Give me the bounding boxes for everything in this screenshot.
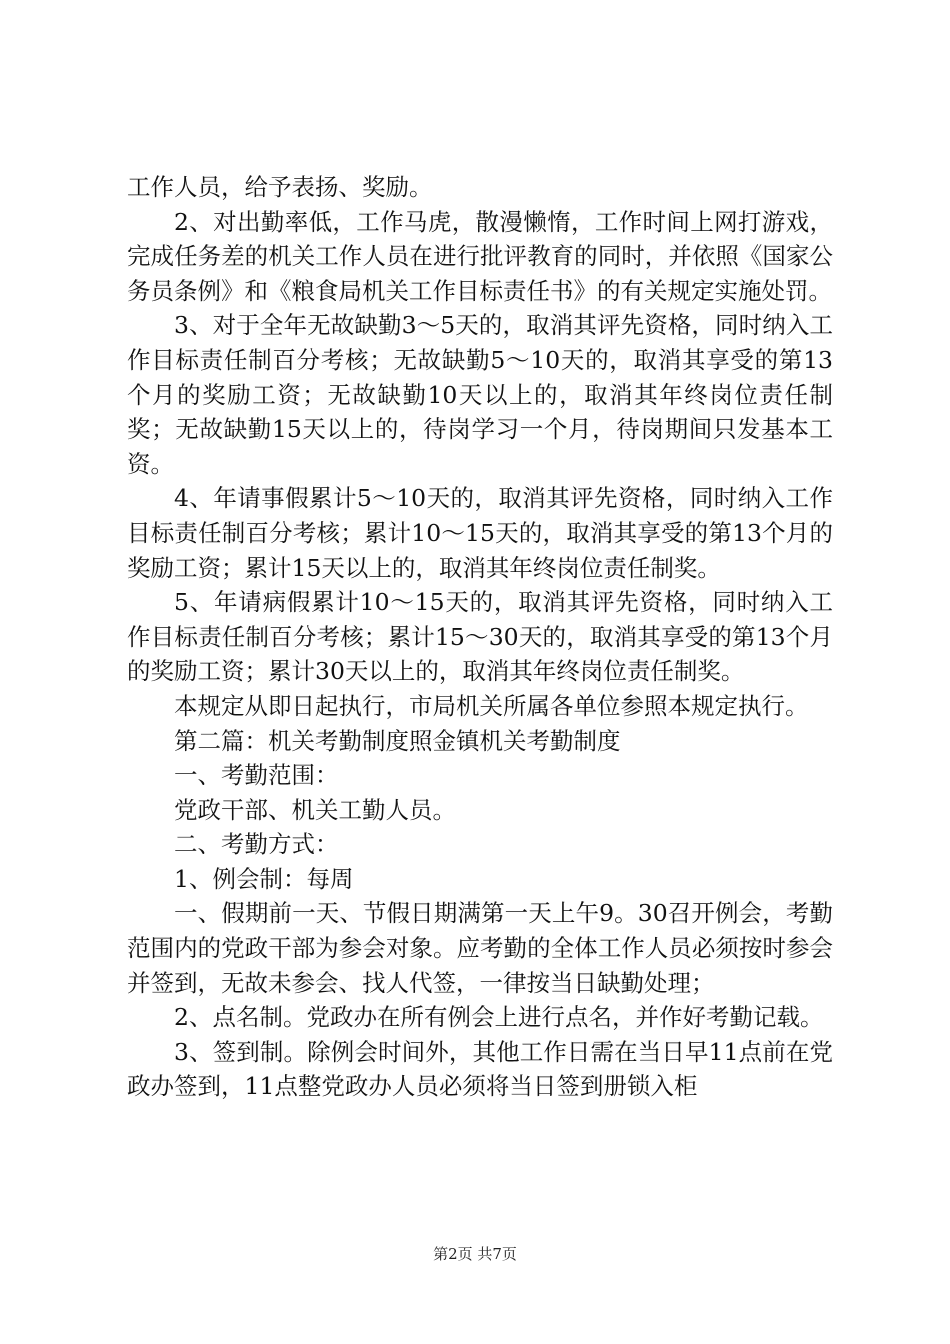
paragraph-continuation: 工作人员，给予表扬、奖励。 [127, 173, 433, 201]
document-body [127, 170, 833, 1104]
paragraph-roll-call: 2、点名制。党政办在所有例会上进行点名，并作好考勤记载。 [174, 1003, 824, 1032]
paragraph-item-4: 4、年请事假累计5～10天的，取消其评先资格，同时纳入工作目标责任制百分考核；累计10～15天的，取消其享受的第13个月的奖励工资；累计15天以上的，取消其年终岗位责任制奖。 [127, 484, 833, 582]
paragraph-meeting-detail: 一、假期前一天、节假日期满第一天上午9。30召开例会，考勤范围内的党政干部为参会对象。应考勤的全体工作人员必须按时参会并签到，无故未参会、找人代签，一律按当日缺勤处理； [127, 899, 833, 997]
heading-scope: 一、考勤范围： [174, 761, 339, 790]
page-number-label: 第2页 共7页 [433, 1245, 517, 1263]
paragraph-effective-date: 本规定从即日起执行，市局机关所属各单位参照本规定执行。 [174, 691, 809, 720]
paragraph-sign-in: 3、签到制。除例会时间外，其他工作日需在当日早11点前在党政办签到，11点整党政办人员必须将当日签到册锁入柜 [127, 1037, 833, 1101]
paragraph-item-2: 2、对出勤率低，工作马虎，散漫懒惰，工作时间上网打游戏，完成任务差的机关工作人员在进行批评教育的同时，并依照《国家公务员条例》和《粮食局机关工作目标责任书》的有关规定实施处罚。 [127, 207, 833, 305]
paragraph-scope: 党政干部、机关工勤人员。 [174, 795, 456, 824]
paragraph-item-3: 3、对于全年无故缺勤3～5天的，取消其评先资格，同时纳入工作目标责任制百分考核；无故缺勤5～10天的，取消其享受的第13个月的奖励工资；无故缺勤10天以上的，取消其年终岗位责任制奖；无故缺勤15天以上的，待岗学习一个月，待岗期间只发基本工资。 [127, 311, 833, 478]
paragraph-item-5: 5、年请病假累计10～15天的，取消其评先资格，同时纳入工作目标责任制百分考核；累计15～30天的，取消其享受的第13个月的奖励工资；累计30天以上的，取消其年终岗位责任制奖。 [127, 588, 833, 686]
heading-method: 二、考勤方式： [174, 830, 339, 859]
paragraph-meeting-rule: 1、例会制：每周 [174, 864, 354, 893]
page-footer [0, 1243, 950, 1264]
section-title: 第二篇：机关考勤制度照金镇机关考勤制度 [174, 726, 621, 755]
